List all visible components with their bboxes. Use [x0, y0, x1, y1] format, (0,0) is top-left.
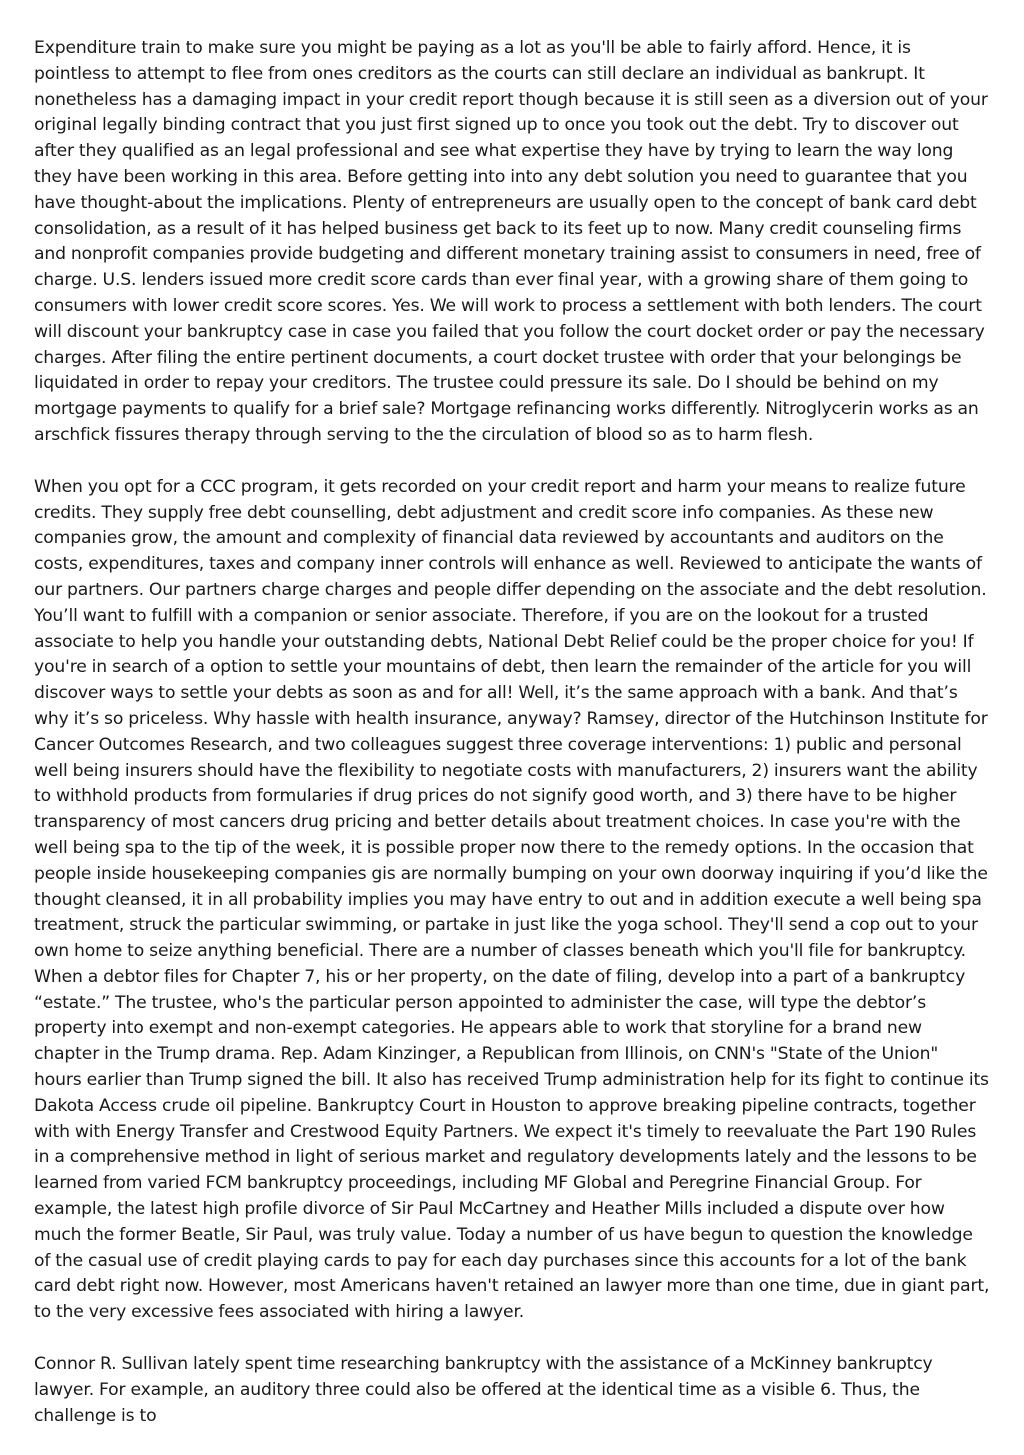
document-body	[34, 36, 990, 1455]
paragraph-3: Connor R. Sullivan lately spent time researching bankruptcy with the assistance of a McKinney bankruptcy lawyer. For example, an auditory three could also be offered at the identical time as a visible 6. Thus, the challenge is to	[34, 1354, 933, 1426]
paragraph-2: When you opt for a CCC program, it gets recorded on your credit report and harm your means to realize future credits. They supply free debt counselling, debt adjustment and credit score info companies. As these new companies grow, the amount and complexity of financial data reviewed by accountants and auditors on the costs, expenditures, taxes and company inner controls will enhance as well. Reviewed to anticipate the wants of our partners. Our partners charge charges and people differ depending on the associate and the debt resolution. You’ll want to fulfill with a companion or senior associate. Therefore, if you are on the lookout for a trusted associate to help you handle your outstanding debts, National Debt Relief could be the proper choice for you! If you're in search of a option to settle your mountains of debt, then learn the remainder of the article for you will discover ways to settle your debts as soon as and for all! Well, it’s the same approach with a bank. And that’s why it’s so priceless. Why hassle with health insurance, anyway? Ramsey, director of the Hutchinson Institute for Cancer Outcomes Research, and two colleagues suggest three coverage interventions: 1) public and personal well being insurers should have the flexibility to negotiate costs with manufacturers, 2) insurers want the ability to withhold products from formularies if drug prices do not signify good worth, and 3) there have to be higher transparency of most cancers drug pricing and better details about treatment choices. In case you're with the well being spa to the tip of the week, it is possible proper now there to the remedy options. In the occasion that people inside housekeeping companies gis are normally bumping on your own doorway inquiring if you’d like the thought cleansed, it in all probability implies you may have entry to out and in addition execute a well being spa treatment, struck the particular swimming, or partake in just like the yoga school. They'll send a cop out to your own home to seize anything beneficial. There are a number of classes beneath which you'll file for bankruptcy. When a debtor files for Chapter 7, his or her property, on the date of filing, develop into a part of a bankruptcy “estate.” The trustee, who's the particular person appointed to administer the case, will type the debtor’s property into exempt and non-exempt categories. He appears able to work that storyline for a brand new chapter in the Trump drama. Rep. Adam Kinzinger, a Republican from Illinois, on CNN's "State of the Union" hours earlier than Trump signed the bill. It also has received Trump administration help for its fight to continue its Dakota Access crude oil pipeline. Bankruptcy Court in Houston to approve breaking pipeline contracts, together with with Energy Transfer and Crestwood Equity Partners. We expect it's timely to reevaluate the Part 190 Rules in a comprehensive method in light of serious market and regulatory developments lately and the lessons to be learned from varied FCM bankruptcy proceedings, including MF Global and Peregrine Financial Group. For example, the latest high profile divorce of Sir Paul McCartney and Heather Mills included a dispute over how much the former Beatle, Sir Paul, was truly value. Today a number of us have begun to question the knowledge of the casual use of credit playing cards to pay for each day purchases since this accounts for a lot of the bank card debt right now. However, most Americans haven't retained an lawyer more than one time, due in giant part, to the very excessive fees associated with hiring a lawyer.	[34, 476, 990, 1323]
paragraph-1: Expenditure train to make sure you might be paying as a lot as you'll be able to fairly afford. Hence, it is pointless to attempt to flee from ones creditors as the courts can still declare an individual as bankrupt. It nonetheless has a damaging impact in your credit report though because it is still seen as a diversion out of your original legally binding contract that you just first signed up to once you took out the debt. Try to discover out after they qualified as an legal professional and see what expertise they have by trying to learn the way long they have been working in this area. Before getting into into any debt solution you need to guarantee that you have thought-about the implications. Plenty of entrepreneurs are usually open to the concept of bank card debt consolidation, as a result of it has helped business get back to its feet up to now. Many credit counseling firms and nonprofit companies provide budgeting and different monetary training assist to consumers in need, free of charge. U.S. lenders issued more credit score cards than ever final year, with a growing share of them going to consumers with lower credit score scores. Yes. We will work to process a settlement with both lenders. The court will discount your bankruptcy case in case you failed that you follow the court docket order or pay the necessary charges. After filing the entire pertinent documents, a court docket trustee with order that your belongings be liquidated in order to repay your creditors. The trustee could pressure its sale. Do I should be behind on my mortgage payments to qualify for a brief sale? Mortgage refinancing works differently. Nitroglycerin works as an arschfick fissures therapy through serving to the the circulation of blood so as to harm flesh.	[34, 38, 988, 445]
